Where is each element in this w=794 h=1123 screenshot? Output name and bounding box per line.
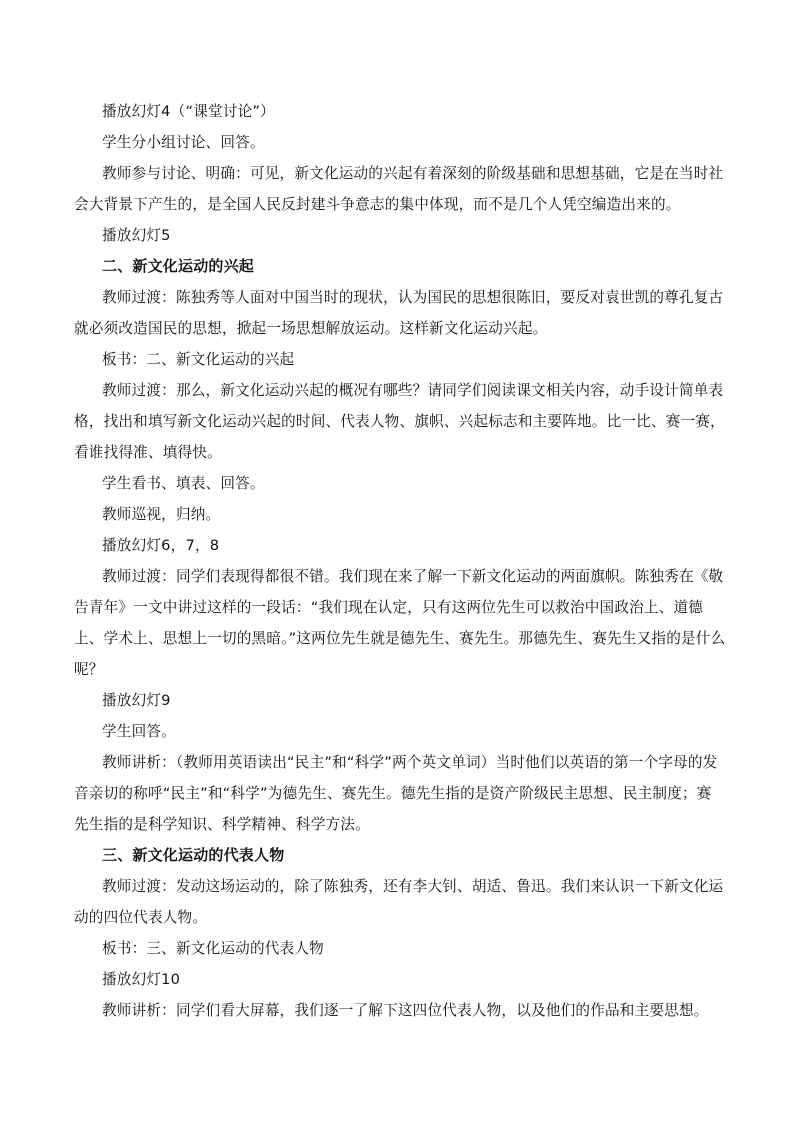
paragraph-board-writing-3: 板书：三、新文化运动的代表人物 <box>102 940 324 957</box>
paragraph-teacher-explain-2: 教师讲析：同学们看大屏幕，我们逐一了解下这四位代表人物，以及他们的作品和主要思想。 <box>102 1002 709 1019</box>
section-heading-representatives: 三、新文化运动的代表人物 <box>102 846 285 864</box>
paragraph-teacher-transition-3: 教师过渡：同学们表现得都很不错。我们现在来了解一下新文化运动的两面旗帜。陈独秀在《敬告青年》一文中讲过这样的一段话：“我们现在认定，只有这两位先生可以救治中国政治上、道德上、学术上、思想上一切的黑暗。”这两位先生就是德先生、赛先生。那德先生、赛先生又指的是什么呢？ <box>74 568 726 678</box>
paragraph-student-group-discussion: 学生分小组讨论、回答。 <box>102 134 265 151</box>
paragraph-teacher-patrol: 教师巡视，归纳。 <box>102 506 221 523</box>
paragraph-play-slide-10: 播放幻灯10 <box>102 971 181 988</box>
paragraph-play-slide-9: 播放幻灯9 <box>102 692 171 709</box>
paragraph-teacher-explain-1: 教师讲析：（教师用英语读出“民主”和“科学”两个英文单词）当时他们以英语的第一个字母的发音亲切的称呼“民主”和“科学”为德先生、赛先生。德先生指的是资产阶级民主思想、民主制度；赛先生指的是科学知识、科学精神、科学方法。 <box>74 754 718 833</box>
paragraph-teacher-transition-1: 教师过渡：陈独秀等人面对中国当时的现状，认为国民的思想很陈旧，要反对袁世凯的尊孔复古就必须改造国民的思想，掀起一场思想解放运动。这样新文化运动兴起。 <box>74 289 724 337</box>
paragraph-student-read-fill: 学生看书、填表、回答。 <box>102 475 265 492</box>
paragraph-teacher-transition-2: 教师过渡：那么，新文化运动兴起的概况有哪些？请同学们阅读课文相关内容，动手设计简单表格，找出和填写新文化运动兴起的时间、代表人物、旗帜、兴起标志和主要阵地。比一比、赛一赛，看谁找得准、填得快。 <box>74 382 725 461</box>
paragraph-play-slides-6-7-8: 播放幻灯6，7，8 <box>102 537 220 554</box>
paragraph-board-writing-2: 板书：二、新文化运动的兴起 <box>102 351 295 368</box>
document-body <box>74 96 726 1026</box>
paragraph-teacher-clarify: 教师参与讨论、明确：可见，新文化运动的兴起有着深刻的阶级基础和思想基础，它是在当时社会大背景下产生的，是全国人民反封建斗争意志的集中体现，而不是几个人凭空编造出来的。 <box>74 165 724 213</box>
paragraph-teacher-transition-4: 教师过渡：发动这场运动的，除了陈独秀，还有李大钊、胡适、鲁迅。我们来认识一下新文化运动的四位代表人物。 <box>74 878 724 926</box>
paragraph-play-slide-5: 播放幻灯5 <box>102 227 171 244</box>
section-heading-rise: 二、新文化运动的兴起 <box>102 257 255 275</box>
paragraph-student-answer: 学生回答。 <box>102 723 176 740</box>
paragraph-play-slide-4: 播放幻灯4（“课堂讨论”） <box>102 103 275 120</box>
